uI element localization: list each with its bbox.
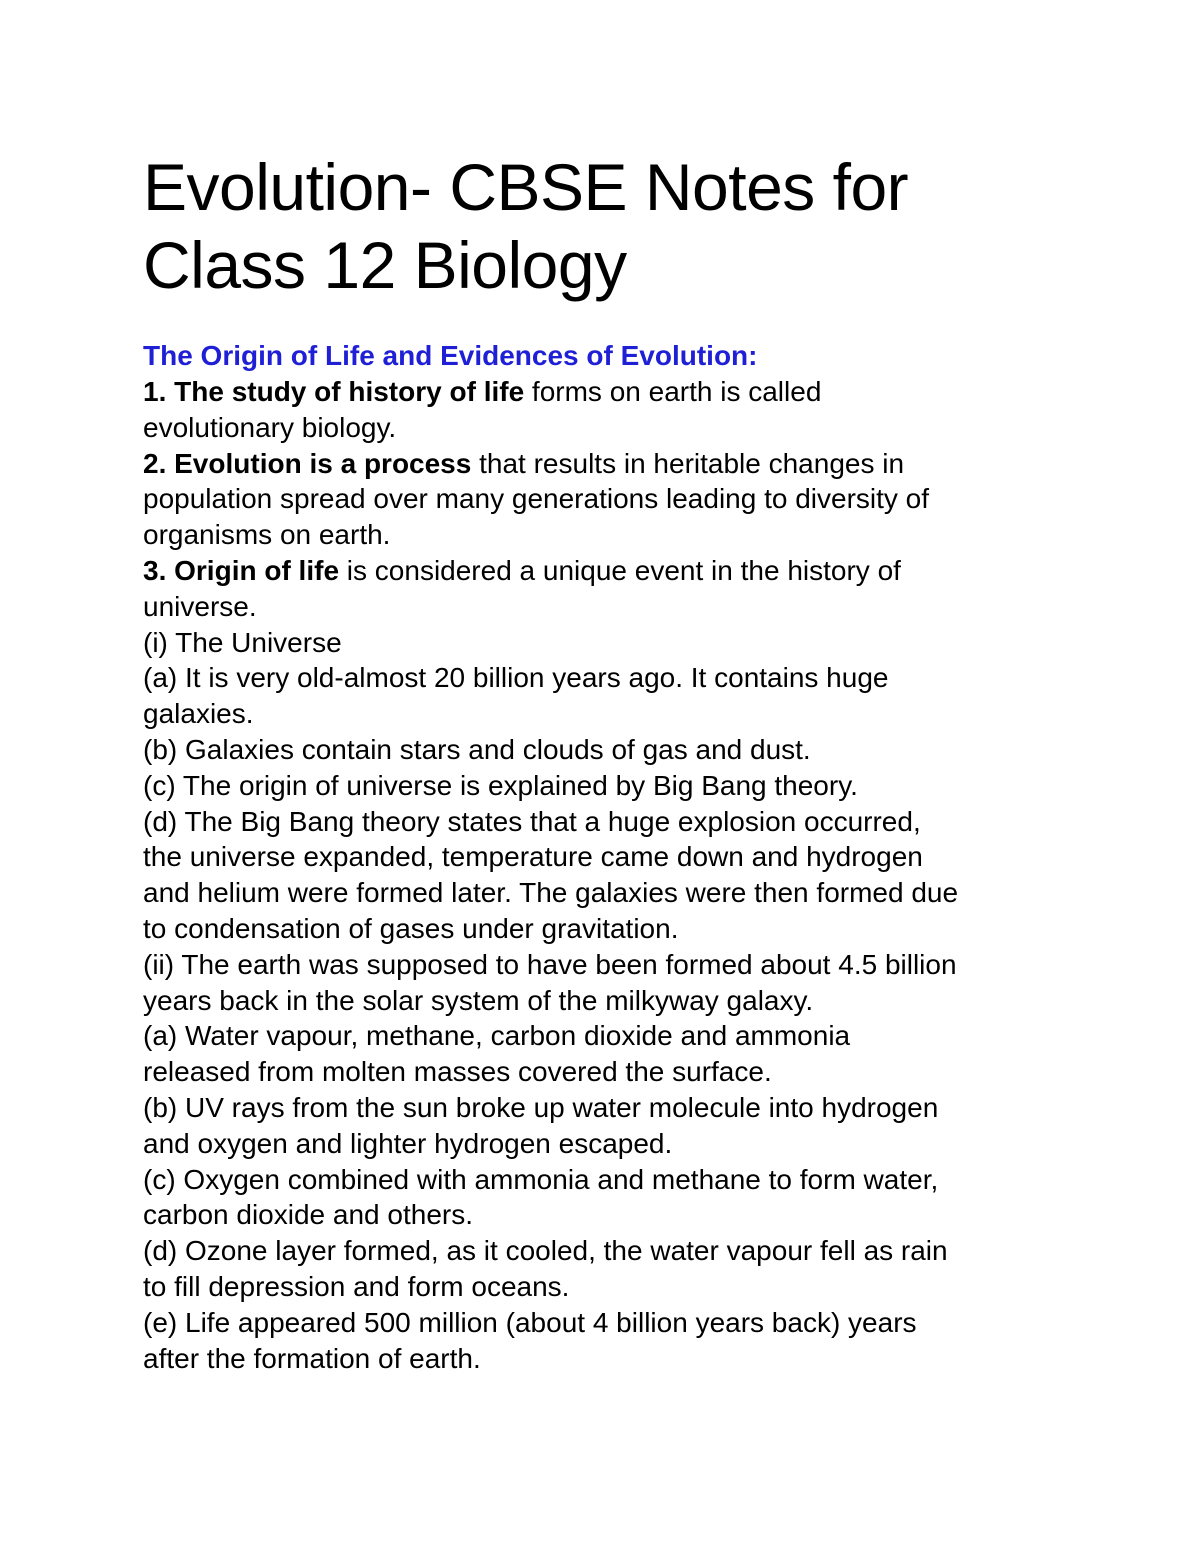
body-text	[143, 374, 1083, 1376]
text-line	[143, 446, 1083, 482]
line-text: (b) UV rays from the sun broke up water molecule into hydrogen	[143, 1091, 939, 1123]
line-text: (e) Life appeared 500 million (about 4 billion years back) years	[143, 1306, 917, 1338]
text-line	[143, 625, 1083, 661]
text-line	[143, 1018, 1083, 1054]
text-line	[143, 1197, 1083, 1233]
line-text: the universe expanded, temperature came down and hydrogen	[143, 841, 923, 873]
text-line	[143, 410, 1083, 446]
text-line	[143, 374, 1083, 410]
bold-lead-text: 2. Evolution is a process	[143, 447, 472, 479]
line-text: (a) It is very old-almost 20 billion years ago. It contains huge	[143, 662, 889, 694]
text-line	[143, 517, 1083, 553]
text-line	[143, 1233, 1083, 1269]
line-text: forms on earth is called	[524, 376, 822, 407]
line-text: after the formation of earth.	[143, 1342, 481, 1374]
text-line	[143, 875, 1083, 911]
title-line-2: Class 12 Biology	[143, 228, 627, 302]
line-text: to fill depression and form oceans.	[143, 1270, 570, 1302]
text-line	[143, 1054, 1083, 1090]
line-text: organisms on earth.	[143, 519, 391, 551]
text-line	[143, 804, 1083, 840]
line-text: evolutionary biology.	[143, 411, 397, 443]
section-heading: The Origin of Life and Evidences of Evolution:	[143, 340, 758, 371]
line-text: (d) The Big Bang theory states that a huge explosion occurred,	[143, 805, 921, 837]
text-line	[143, 947, 1083, 983]
text-line	[143, 589, 1083, 625]
text-line	[143, 1305, 1083, 1341]
line-text: is considered a unique event in the history of	[339, 554, 901, 586]
text-line	[143, 839, 1083, 875]
line-text: galaxies.	[143, 698, 254, 730]
line-text: (d) Ozone layer formed, as it cooled, the water vapour fell as rain	[143, 1235, 948, 1267]
line-text: released from molten masses covered the surface.	[143, 1056, 772, 1088]
text-line	[143, 768, 1083, 804]
page-title	[143, 148, 1083, 304]
text-line	[143, 553, 1083, 589]
line-text: and helium were formed later. The galaxies were then formed due	[143, 877, 959, 909]
text-line	[143, 481, 1083, 517]
bold-lead-text: 1. The study of history of life	[143, 376, 525, 407]
text-line	[143, 1269, 1083, 1305]
line-text: (a) Water vapour, methane, carbon dioxide and ammonia	[143, 1020, 851, 1052]
line-text: (i) The Universe	[143, 626, 342, 658]
line-text: and oxygen and lighter hydrogen escaped.	[143, 1127, 673, 1159]
line-text: universe.	[143, 590, 257, 622]
line-text: carbon dioxide and others.	[143, 1199, 473, 1231]
text-line	[143, 732, 1083, 768]
line-text: (ii) The earth was supposed to have been formed about 4.5 billion	[143, 948, 957, 980]
line-text: (b) Galaxies contain stars and clouds of gas and dust.	[143, 733, 811, 765]
title-line-1: Evolution- CBSE Notes for	[143, 150, 909, 224]
line-text: population spread over many generations leading to diversity of	[143, 483, 930, 515]
text-line	[143, 1162, 1083, 1198]
line-text: to condensation of gases under gravitation.	[143, 912, 679, 944]
line-text: (c) The origin of universe is explained by Big Bang theory.	[143, 769, 858, 801]
text-line	[143, 1090, 1083, 1126]
text-line	[143, 911, 1083, 947]
text-line	[143, 1126, 1083, 1162]
bold-lead-text: 3. Origin of life	[143, 554, 340, 586]
document-page	[143, 148, 1083, 1376]
text-line	[143, 1341, 1083, 1377]
text-line	[143, 983, 1083, 1019]
text-line	[143, 696, 1083, 732]
line-text: years back in the solar system of the milkyway galaxy.	[143, 984, 814, 1016]
text-line	[143, 660, 1083, 696]
line-text: that results in heritable changes in	[471, 447, 905, 479]
line-text: (c) Oxygen combined with ammonia and methane to form water,	[143, 1163, 939, 1195]
